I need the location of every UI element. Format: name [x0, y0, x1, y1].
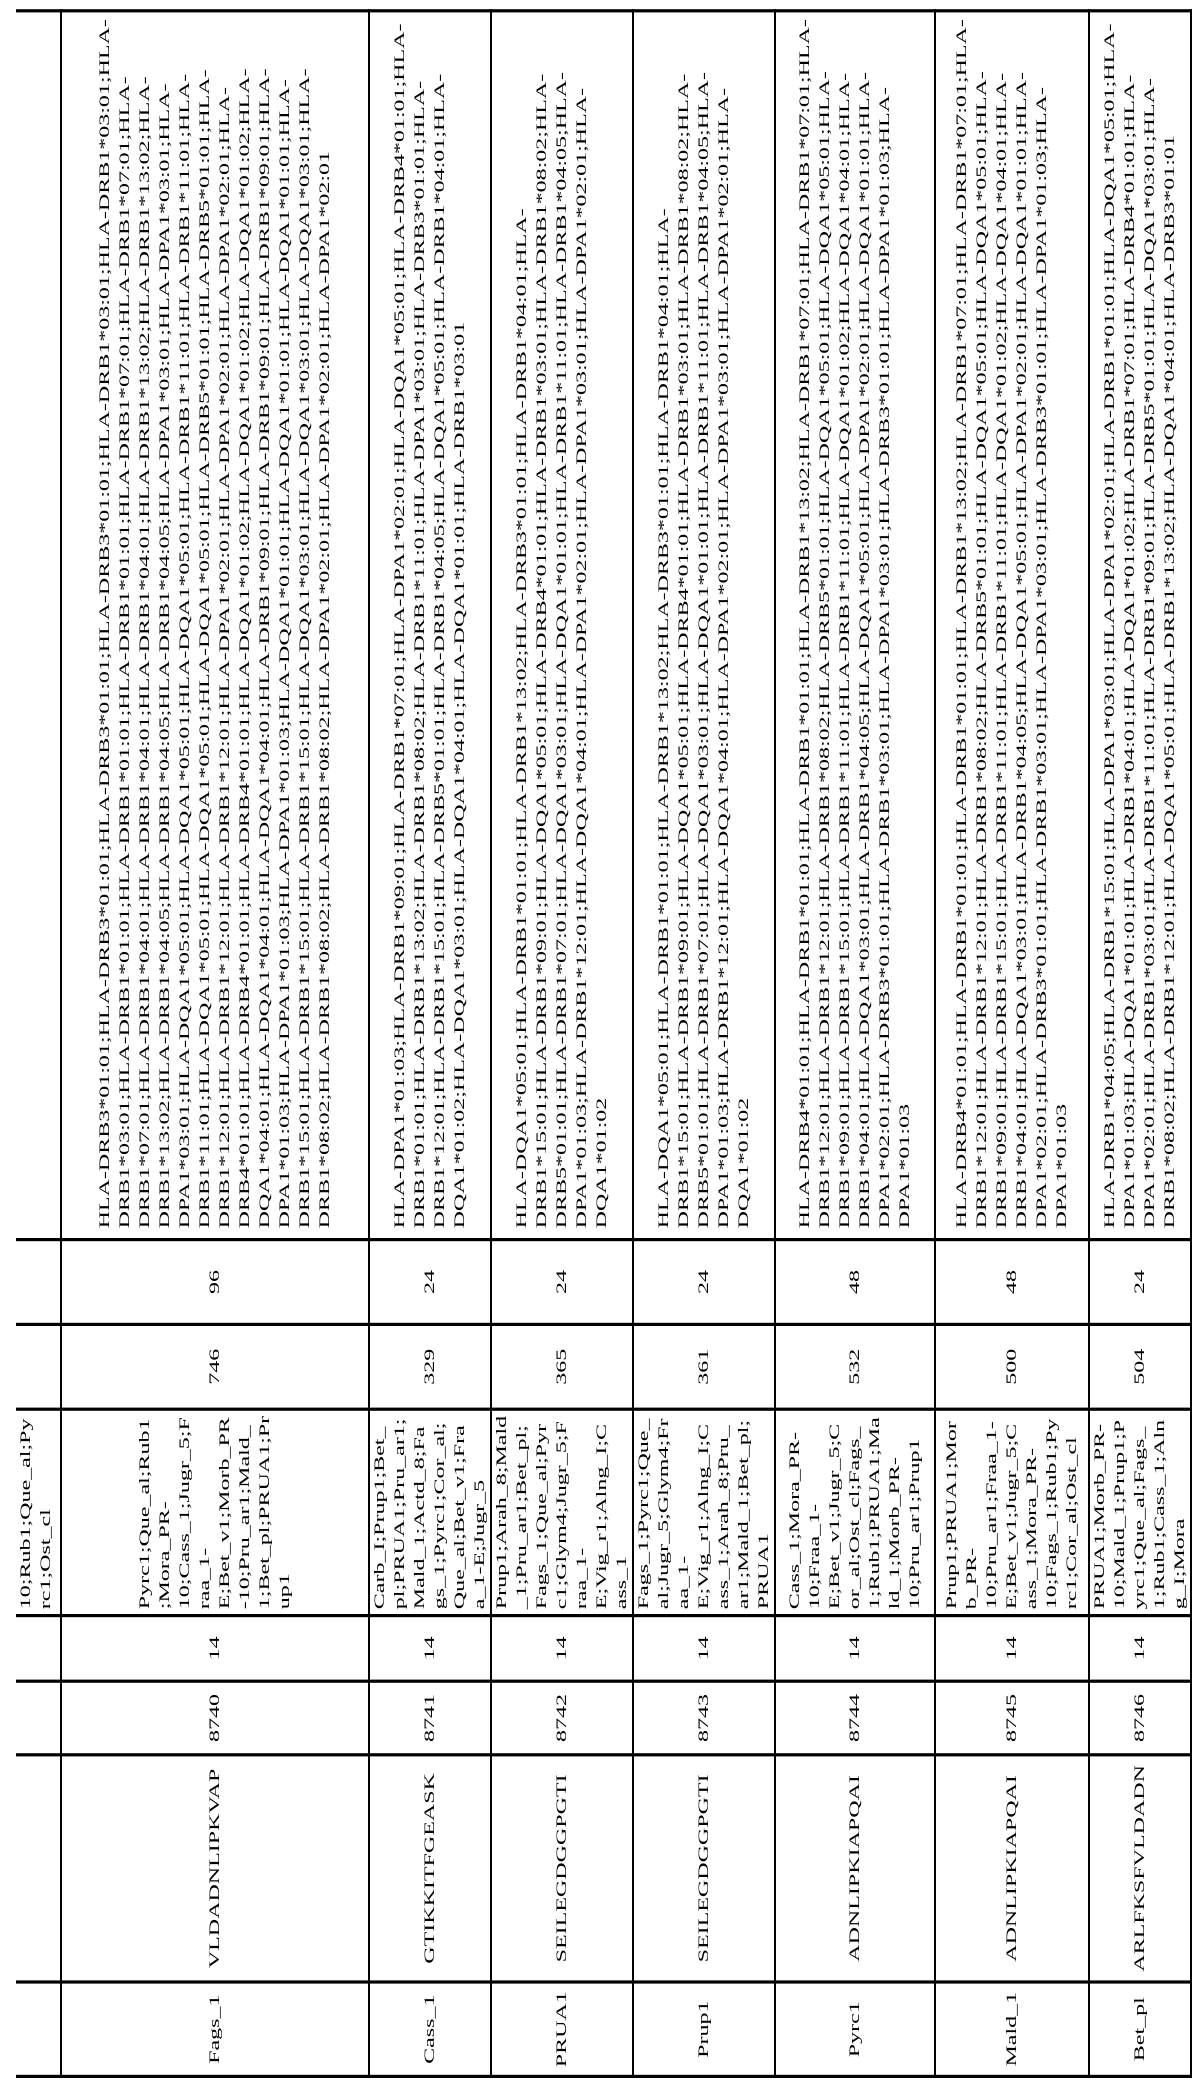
cross-reactive-cell: Fags_1;Pyrc1;Que_al;Jugr_5;Glym4;Fraa_1-E;Vig_r1;Alng_I;Cass_1;Arah_8;Pru_ar1;Mald_1;Bet_pl;PRUA1 [633, 1409, 775, 1615]
value-b-cell: 48 [935, 1240, 1089, 1325]
peptide-cell: SEILEGDGGPGTI [491, 1755, 633, 1982]
cross-reactive-cell: Pyrc1;Que_al;Rub1;Mora_PR-10;Cass_1;Jugr_5;Fraa_1-E;Bet_v1;Morb_PR-10;Pru_ar1;Mald_1;Bet_pl;PRUA1;Prup1 [61, 1409, 369, 1615]
value-a-cell: 500 [935, 1324, 1089, 1409]
id-cell: 8746 [1089, 1681, 1191, 1755]
peptide-cell: ADNLIPKIAPQAI [935, 1755, 1089, 1982]
hla-cell: HLA-DQA1*05:01;HLA-DRB1*01:01;HLA-DRB1*13:02;HLA-DRB3*01:01;HLA-DRB1*04:01;HLA-DRB1*15:01;HLA-DRB1*09:01;HLA-DQA1*05:01;HLA-DRB4*01:01;HLA-DRB1*03:01;HLA-DRB1*08:02;HLA-DRB5*01:01;HLA-DRB1*07:01;HLA-DQA1*03:01;HLA-DQA1*01:01;HLA-DRB1*11:01;HLA-DRB1*04:05;HLA-DPA1*01:03;HLA-DRB1*12:01;HLA-DQA1*04:01;HLA-DPA1*02:01;HLA-DPA1*03:01;HLA-DPA1*02:01;HLA-DQA1*01:02 [633, 11, 775, 1240]
peptide-cell: ARLFKSFVLDADN [1089, 1755, 1191, 1982]
value-a-cell: 504 [1089, 1324, 1191, 1409]
value-a-cell: 746 [61, 1324, 369, 1409]
peptide-cell: SEILEGDGGPGTI [633, 1755, 775, 1982]
hla-cell: HLA-DRB4*01:01;HLA-DRB1*01:01;HLA-DRB1*01:01;HLA-DRB1*13:02;HLA-DRB1*07:01;HLA-DRB1*07:01;HLA-DRB1*12:01;HLA-DRB1*12:01;HLA-DRB1*08:02;HLA-DRB5*01:01;HLA-DQA1*05:01;HLA-DQA1*05:01;HLA-DRB1*09:01;HLA-DRB1*15:01;HLA-DRB1*11:01;HLA-DRB1*11:01;HLA-DQA1*01:02;HLA-DQA1*04:01;HLA-DRB1*04:01;HLA-DQA1*03:01;HLA-DRB1*04:05;HLA-DQA1*05:01;HLA-DPA1*02:01;HLA-DQA1*01:01;HLA-DPA1*02:01;HLA-DRB3*01:01;HLA-DRB1*03:01;HLA-DPA1*03:01;HLA-DRB3*01:01;HLA-DPA1*01:03;HLA-DPA1*01:03 [935, 11, 1089, 1240]
allergen-peptide-table [16, 9, 1192, 2078]
table-row [491, 11, 633, 2077]
hla-cell: HLA-DPA1*01:03;HLA-DRB1*09:01;HLA-DRB1*07:01;HLA-DPA1*02:01;HLA-DQA1*05:01;HLA-DRB4*01:01;HLA-DRB1*01:01;HLA-DRB1*13:02;HLA-DRB1*08:02;HLA-DRB1*11:01;HLA-DPA1*03:01;HLA-DRB3*01:01;HLA-DRB1*12:01;HLA-DRB1*15:01;HLA-DRB5*01:01;HLA-DRB1*04:05;HLA-DQA1*05:01;HLA-DRB1*04:01;HLA-DQA1*01:02;HLA-DQA1*03:01;HLA-DQA1*04:01;HLA-DQA1*01:01;HLA-DRB1*03:01 [369, 11, 491, 1240]
length-cell: 14 [775, 1616, 935, 1682]
allergen-cell: Mald_1 [935, 1982, 1089, 2076]
peptide-cell: VLDADNLIPKVAP [61, 1755, 369, 1982]
value-b-cell: 24 [1089, 1240, 1191, 1325]
peptide-cell [16, 1755, 61, 1982]
cross-reactive-cell: Carb_I;Prup1;Bet_pl;PRUA1;Pru_ar1;Mald_1;Actd_8;Fags_1;Pyrc1;Cor_al;Que_al;Bet_v1;Fraa_1-E;Jugr_5 [369, 1409, 491, 1615]
table-row [935, 11, 1089, 2077]
value-b-cell: 24 [633, 1240, 775, 1325]
length-cell [16, 1616, 61, 1682]
value-b-cell: 48 [775, 1240, 935, 1325]
table-row [775, 11, 935, 2077]
peptide-cell: GTIKKITFGEASK [369, 1755, 491, 1982]
length-cell: 14 [61, 1616, 369, 1682]
rotated-table-page [16, 12, 1117, 2078]
allergen-cell [16, 1982, 61, 2076]
length-cell: 14 [935, 1616, 1089, 1682]
id-cell: 8744 [775, 1681, 935, 1755]
cross-reactive-cell: Prup1;PRUA1;Morb_PR-10;Pru_ar1;Fraa_1-E;Bet_v1;Jugr_5;Cass_1;Mora_PR-10;Fags_1;Rub1;Pyrc1;Cor_al;Ost_cl [935, 1409, 1089, 1615]
length-cell: 14 [369, 1616, 491, 1682]
table-row-continued [16, 11, 61, 2077]
length-cell: 14 [491, 1616, 633, 1682]
table-row [61, 11, 369, 2077]
id-cell: 8745 [935, 1681, 1089, 1755]
value-b-cell: 24 [491, 1240, 633, 1325]
allergen-cell: Prup1 [633, 1982, 775, 2076]
table-row [633, 11, 775, 2077]
id-cell [16, 1681, 61, 1755]
id-cell: 8740 [61, 1681, 369, 1755]
value-a-cell: 329 [369, 1324, 491, 1409]
value-a-cell [16, 1324, 61, 1409]
value-a-cell: 361 [633, 1324, 775, 1409]
id-cell: 8743 [633, 1681, 775, 1755]
value-b-cell [16, 1240, 61, 1325]
length-cell: 14 [633, 1616, 775, 1682]
length-cell: 14 [1089, 1616, 1191, 1682]
hla-cell: HLA-DRB1*04:05;HLA-DRB1*15:01;HLA-DPA1*03:01;HLA-DPA1*02:01;HLA-DRB1*01:01;HLA-DQA1*05:01;HLA-DPA1*01:03;HLA-DQA1*01:01;HLA-DRB1*04:01;HLA-DQA1*01:02;HLA-DRB1*07:01;HLA-DRB4*01:01;HLA-DPA1*02:01;HLA-DRB1*03:01;HLA-DRB1*11:01;HLA-DRB1*09:01;HLA-DRB5*01:01;HLA-DQA1*03:01;HLA-DRB1*08:02;HLA-DRB1*12:01;HLA-DQA1*05:01;HLA-DRB1*13:02;HLA-DQA1*04:01;HLA-DRB3*01:01 [1089, 11, 1191, 1240]
id-cell: 8742 [491, 1681, 633, 1755]
table-row [1089, 11, 1191, 2077]
value-a-cell: 532 [775, 1324, 935, 1409]
allergen-cell: Fags_1 [61, 1982, 369, 2076]
allergen-cell: Pyrc1 [775, 1982, 935, 2076]
hla-cell: HLA-DRB3*01:01;HLA-DRB3*01:01;HLA-DRB3*01:01;HLA-DRB3*01:01;HLA-DRB1*03:01;HLA-DRB1*03:01;HLA-DRB1*03:01;HLA-DRB1*01:01;HLA-DRB1*01:01;HLA-DRB1*01:01;HLA-DRB1*07:01;HLA-DRB1*07:01;HLA-DRB1*07:01;HLA-DRB1*04:01;HLA-DRB1*04:01;HLA-DRB1*04:01;HLA-DRB1*13:02;HLA-DRB1*13:02;HLA-DRB1*13:02;HLA-DRB1*04:05;HLA-DRB1*04:05;HLA-DRB1*04:05;HLA-DPA1*03:01;HLA-DPA1*03:01;HLA-DPA1*03:01;HLA-DQA1*05:01;HLA-DQA1*05:01;HLA-DQA1*05:01;HLA-DRB1*11:01;HLA-DRB1*11:01;HLA-DRB1*11:01;HLA-DQA1*05:01;HLA-DQA1*05:01;HLA-DQA1*05:01;HLA-DRB5*01:01;HLA-DRB5*01:01;HLA-DRB1*12:01;HLA-DRB1*12:01;HLA-DRB1*12:01;HLA-DPA1*02:01;HLA-DPA1*02:01;HLA-DPA1*02:01;HLA-DRB4*01:01;HLA-DRB4*01:01;HLA-DRB4*01:01;HLA-DQA1*01:02;HLA-DQA1*01:02;HLA-DQA1*01:02;HLA-DQA1*04:01;HLA-DQA1*04:01;HLA-DQA1*04:01;HLA-DRB1*09:01;HLA-DRB1*09:01;HLA-DRB1*09:01;HLA-DPA1*01:03;HLA-DPA1*01:03;HLA-DPA1*01:03;HLA-DQA1*01:01;HLA-DQA1*01:01;HLA-DQA1*01:01;HLA-DRB1*15:01;HLA-DRB1*15:01;HLA-DRB1*15:01;HLA-DQA1*03:01;HLA-DQA1*03:01;HLA-DQA1*03:01;HLA-DRB1*08:02;HLA-DRB1*08:02;HLA-DRB1*08:02;HLA-DPA1*02:01;HLA-DPA1*02:01;HLA-DPA1*02:01 [61, 11, 369, 1240]
hla-cell: HLA-DRB4*01:01;HLA-DRB1*01:01;HLA-DRB1*01:01;HLA-DRB1*13:02;HLA-DRB1*07:01;HLA-DRB1*07:01;HLA-DRB1*12:01;HLA-DRB1*12:01;HLA-DRB1*08:02;HLA-DRB5*01:01;HLA-DQA1*05:01;HLA-DQA1*05:01;HLA-DRB1*09:01;HLA-DRB1*15:01;HLA-DRB1*11:01;HLA-DRB1*11:01;HLA-DQA1*01:02;HLA-DQA1*04:01;HLA-DRB1*04:01;HLA-DQA1*03:01;HLA-DRB1*04:05;HLA-DQA1*05:01;HLA-DPA1*02:01;HLA-DQA1*01:01;HLA-DPA1*02:01;HLA-DRB3*01:01;HLA-DRB1*03:01;HLA-DPA1*03:01;HLA-DRB3*01:01;HLA-DPA1*01:03;HLA-DPA1*01:03 [775, 11, 935, 1240]
allergen-cell: Bet_pl [1089, 1982, 1191, 2076]
cross-reactive-cell: Prup1;Arah_8;Mald_1;Pru_ar1;Bet_pl;Fags_1;Que_al;Pyrc1;Glym4;Jugr_5;Fraa_1-E;Vig_r1;Alng_I;Cass_1 [491, 1409, 633, 1615]
cross-reactive-cell: PRUA1;Morb_PR-10;Mald_1;Prup1;Pyrc1;Que_al;Fags_1;Rub1;Cass_1;Alng_I;Mora [1089, 1409, 1191, 1615]
id-cell: 8741 [369, 1681, 491, 1755]
peptide-cell: ADNLIPKIAPQAI [775, 1755, 935, 1982]
cross-reactive-cell: Cass_1;Mora_PR-10;Fraa_1-E;Bet_v1;Jugr_5;Cor_al;Ost_cl;Fags_1;Rub1;PRUA1;Mald_1;Morb_PR-10;Pru_ar1;Prup1 [775, 1409, 935, 1615]
value-b-cell: 96 [61, 1240, 369, 1325]
cross-reactive-cell: 10;Rub1;Que_al;Pyrc1;Ost_cl [16, 1409, 61, 1615]
hla-cell [16, 11, 61, 1240]
allergen-cell: Cass_1 [369, 1982, 491, 2076]
hla-cell: HLA-DQA1*05:01;HLA-DRB1*01:01;HLA-DRB1*13:02;HLA-DRB3*01:01;HLA-DRB1*04:01;HLA-DRB1*15:01;HLA-DRB1*09:01;HLA-DQA1*05:01;HLA-DRB4*01:01;HLA-DRB1*03:01;HLA-DRB1*08:02;HLA-DRB5*01:01;HLA-DRB1*07:01;HLA-DQA1*03:01;HLA-DQA1*01:01;HLA-DRB1*11:01;HLA-DRB1*04:05;HLA-DPA1*01:03;HLA-DRB1*12:01;HLA-DQA1*04:01;HLA-DPA1*02:01;HLA-DPA1*03:01;HLA-DPA1*02:01;HLA-DQA1*01:02 [491, 11, 633, 1240]
table-row [369, 11, 491, 2077]
value-b-cell: 24 [369, 1240, 491, 1325]
value-a-cell: 365 [491, 1324, 633, 1409]
allergen-cell: PRUA1 [491, 1982, 633, 2076]
